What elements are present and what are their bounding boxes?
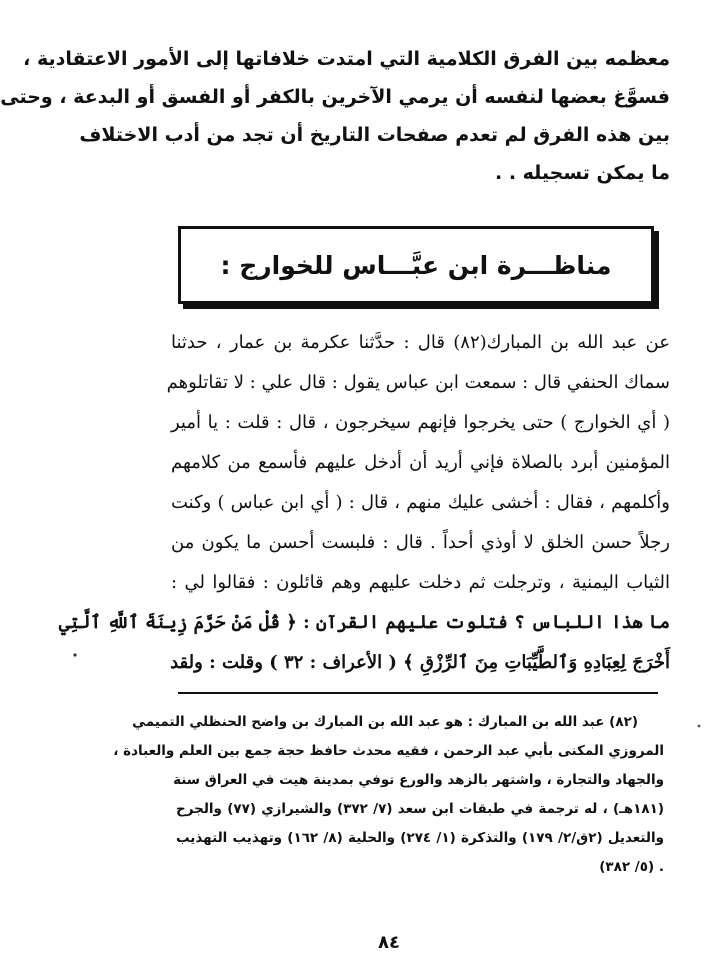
text-line: ( أي الخوارج ) حتى يخرجوا فإنهم سيخرجون ، قال : قلت : يا أمير bbox=[171, 412, 670, 433]
text-line: معظمه بين الفرق الكلامية التي امتدت خلافاتها إلى الأمور الاعتقادية ، bbox=[23, 48, 670, 70]
text-line: الثياب اليمنية ، وترجلت ثم دخلت عليهم وهم قائلون : فقالوا لي : bbox=[171, 572, 670, 593]
footnote-line: والتعديل (٢ق/٢/ ١٧٩) والتذكرة (١/ ٢٧٤) والحلية (٨/ ١٦٢) وتهذيب التهذيب bbox=[176, 830, 664, 846]
footnote-line: المروزي المكنى بأبي عبد الرحمن ، فقيه محدث حافظ حجة جمع بين العلم والعبادة ، bbox=[113, 743, 664, 759]
footnote-line: والجهاد والتجارة ، واشتهر بالزهد والورع توفي بمدينة هيت في العراق سنة bbox=[173, 772, 664, 788]
text-line: فسوَّغ بعضها لنفسه أن يرمي الآخرين بالكفر أو الفسق أو البدعة ، وحتى bbox=[0, 86, 670, 108]
scan-speck bbox=[698, 725, 701, 728]
text-line: عن عبد الله بن المبارك(٨٢) قال : حدَّثنا عكرمة بن عمار ، حدثنا bbox=[171, 332, 670, 353]
footnote-line: (٨٢) عبد الله بن المبارك : هو عبد الله بن المبارك بن واضح الحنظلي التميمي bbox=[132, 714, 638, 730]
quran-verse-line: أَخْرَجَ لِعِبَادِهِ وَٱلطَّيِّبَاتِ مِنَ ٱلرِّزْقِ ﴾ ( الأعراف : ٣٢ ) وقلت : ولقد bbox=[170, 652, 670, 673]
text-line: المؤمنين أبرد بالصلاة فإني أريد أن أدخل عليهم فأسمع من كلامهم bbox=[171, 452, 670, 473]
text-line: سماك الحنفي قال : سمعت ابن عباس يقول : قال علي : لا تقاتلوهم bbox=[166, 372, 670, 393]
text-line: رجلاً حسن الخلق لا أوذي أحداً . قال : فلبست أحسن ما يكون من bbox=[171, 532, 670, 553]
page-number: ٨٤ bbox=[378, 932, 400, 953]
text-line: بين هذه الفرق لم تعدم صفحات التاريخ أن تجد من أدب الاختلاف bbox=[79, 124, 670, 146]
scan-speck bbox=[73, 653, 76, 656]
text-line: وأكلمهم ، فقال : أخشى عليك منهم ، قال : ( أي ابن عباس ) وكنت bbox=[171, 492, 670, 513]
footnote-line: . (٥/ ٣٨٢) bbox=[599, 859, 664, 875]
section-heading: مناظـــرة ابن عبَّـــاس للخوارج : bbox=[220, 250, 612, 280]
text-line: ما يمكن تسجيله . . bbox=[494, 162, 670, 184]
quran-verse-line: ما هذا اللباس ؟ فتلوت عليهم القرآن : ﴿ قُلْ مَنْ حَرَّمَ زِينَةَ ٱللَّهِ ٱلَّتِي bbox=[58, 612, 670, 633]
footnote-line: (١٨١هـ) ، له ترجمة في طبقات ابن سعد (٧/ ٣٧٢) والشيرازي (٧٧) والجرح bbox=[176, 801, 664, 817]
